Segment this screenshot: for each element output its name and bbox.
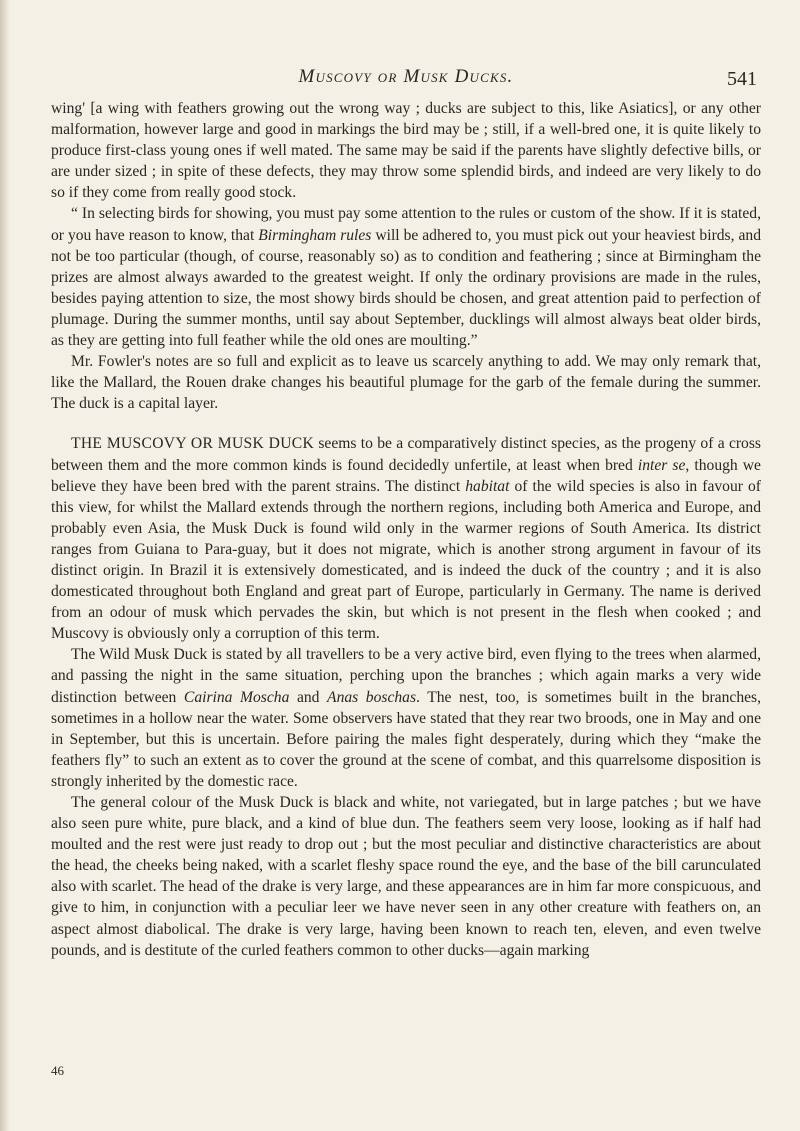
page-number: 541 (727, 68, 757, 90)
text-run: , though we believe they have been bred with the parent strains. The distinct (51, 456, 761, 495)
paragraph-fowler-notes: Mr. Fowler's notes are so full and explicit as to leave us scarcely anything to add. We may only remark that, like the Mallard, the Rouen drake changes his beautiful plumage for the garb of the female during the summer. The duck is a capital layer. (51, 353, 761, 413)
emphasis-cairina-moscha: Cairina Moscha (183, 688, 290, 706)
emphasis-habitat: habitat (465, 477, 510, 495)
paragraph-wing-malformation: wing' [a wing with feathers growing out the wrong way ; ducks are subject to this, like Asiatics], or any other malformation, however large and good in markings the bird may be ; still, if a well-bred one, it is quite likely to produce first-class young ones if well mated. The same may be said if the parents have slightly defective bills, or are under sized ; in spite of these defects, they may throw some splendid birds, and indeed are very likely to do so if they come from really good stock. (51, 100, 761, 202)
text-run: will be adhered to, you must pick out your heaviest birds, and not be too particular (though, of course, reasonably so) as to condition and feathering ; since at Birmingham the prizes are almost always awarded to the greatest weight. If only the ordinary provisions are made in the rules, besides paying attention to size, the most showy birds should be chosen, and great attention paid to perfection of plumage. During the summer months, until say about September, ducklings will almost always beat older birds, as they are getting into full feather while the old ones are moulting.” (51, 226, 761, 350)
paragraph-muscovy-intro (51, 433, 761, 644)
body-text (51, 98, 761, 961)
text-run: . The nest, too, is sometimes built in the branches, sometimes in a hollow near the water. Some observers have stated that they rear two broods, one in May and one in September, but this is uncertain. Before pairing the males fight desperately, during which they “make the feathers fly” to such an extent as to cover the ground at the scene of combat, and this quarrelsome disposition is strongly inherited by the domestic race. (51, 688, 762, 790)
text-run: of the wild species is also in favour of this view, for whilst the Mallard extends through the northern regions, including both America and Europe, and probably even Asia, the Musk Duck is found wild only in the warmer regions of South America. Its district ranges from Guiana to Para-guay, but it does not migrate, which is another strong argument in favour of its distinct origin. In Brazil it is extensively domesticated, and is indeed the duck of the country ; and it is also domesticated throughout both England and great part of Europe, particularly in Germany. The name is derived from an odour of musk which pervades the skin, but which is not present in the flesh when cooked ; and Muscovy is obviously only a corruption of this term. (51, 477, 762, 643)
signature-mark: 46 (51, 1063, 64, 1078)
text-run: seems to be a comparatively distinct species, as the progeny of a cross between them and the more common kinds is found decidedly unfertile, at least when bred (51, 435, 761, 474)
paragraph-selecting-birds (51, 203, 761, 351)
running-head (51, 66, 761, 96)
running-title: Muscovy or Musk Ducks. (298, 66, 514, 87)
text-run: and (289, 688, 328, 706)
book-gutter-shadow (0, 0, 10, 1131)
emphasis-birmingham-rules: Birmingham rules (258, 226, 372, 244)
paragraph-general-colour: The general colour of the Musk Duck is black and white, not variegated, but in large patches ; but we have also seen pure white, pure black, and a kind of blue dun. The feathers seem very loose, looking as if half had moulted and the rest were just ready to drop out ; but the most peculiar and distinctive characteristics are about the head, the cheeks being naked, with a scarlet fleshy space round the eye, and the base of the bill carunculated also with scarlet. The head of the drake is very large, and these appearances are in him far more conspicuous, and give to him, in conjunction with a peculiar leer we have never seen in any other creature with feathers on, an aspect almost diabolical. The drake is very large, having been known to reach ten, eleven, and even twelve pounds, and is destitute of the curled feathers common to other ducks—again marking (51, 794, 761, 959)
emphasis-inter-se: inter se (637, 456, 686, 474)
book-page (51, 0, 761, 1131)
text-run: “ In selecting birds for showing, you must pay some attention to the rules or custom of the show. If it is stated, or you have reason to know, that (51, 205, 761, 244)
section-heading-caps: THE MUSCOVY OR MUSK DUCK (71, 435, 315, 453)
text-run: The Wild Musk Duck is stated by all travellers to be a very active bird, even flying to the trees when alarmed, and passing the night in the same situation, perching upon the branches ; which again marks a very wide distinction between (51, 646, 761, 706)
emphasis-anas-boschas: Anas boschas (327, 688, 417, 706)
paragraph-wild-musk-duck (51, 644, 761, 792)
